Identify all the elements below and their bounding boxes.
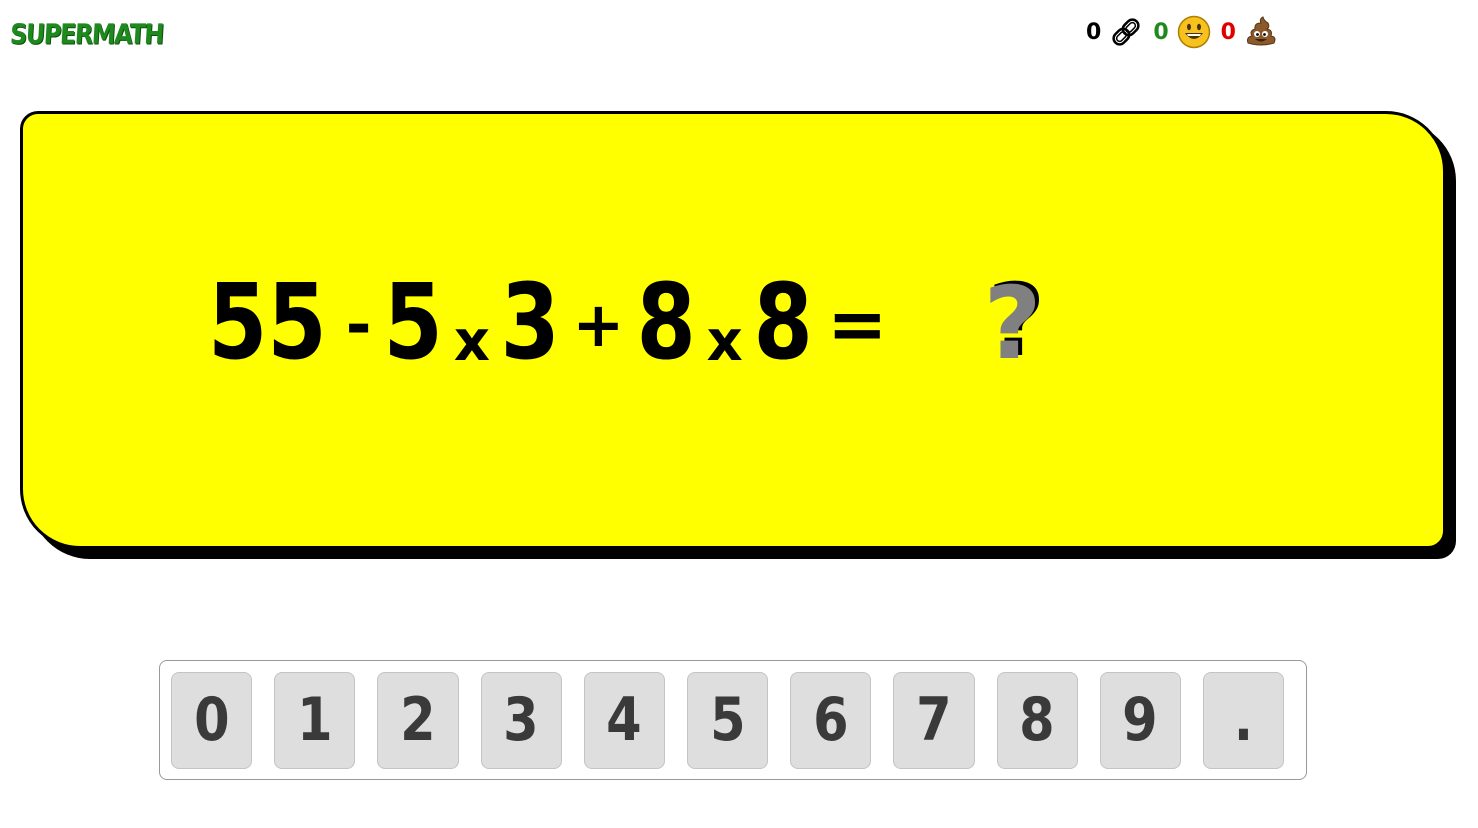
- equals-sign: =: [827, 282, 888, 366]
- multiply-operator: x: [706, 309, 743, 374]
- plus-operator: +: [572, 288, 625, 361]
- minus-operator: -: [345, 288, 372, 361]
- key-3[interactable]: 3: [481, 672, 562, 769]
- multiply-operator: x: [453, 309, 490, 374]
- operand-4: 8: [636, 261, 697, 383]
- wrong-count: 0: [1220, 19, 1236, 45]
- operand-2: 5: [383, 261, 444, 383]
- key-decimal[interactable]: .: [1203, 672, 1284, 769]
- key-2[interactable]: 2: [377, 672, 458, 769]
- app-logo: SUPERMATH: [9, 18, 164, 51]
- streak-count: 0: [1086, 19, 1102, 45]
- correct-count: 0: [1153, 19, 1169, 45]
- poop-icon: [1244, 15, 1278, 49]
- key-4[interactable]: 4: [584, 672, 665, 769]
- key-7[interactable]: 7: [893, 672, 974, 769]
- equation: [201, 261, 1042, 383]
- operand-1: 55: [208, 261, 327, 383]
- key-9[interactable]: 9: [1100, 672, 1181, 769]
- scoreboard: [1086, 14, 1288, 50]
- operand-5: 8: [753, 261, 813, 383]
- key-1[interactable]: 1: [274, 672, 355, 769]
- number-keypad: [159, 660, 1307, 780]
- key-6[interactable]: 6: [790, 672, 871, 769]
- key-8[interactable]: 8: [997, 672, 1078, 769]
- link-chain-icon: [1109, 15, 1143, 49]
- smiley-face-icon: [1177, 15, 1211, 49]
- key-0[interactable]: 0: [171, 672, 252, 769]
- operand-3: 3: [500, 261, 560, 383]
- question-card: [20, 111, 1446, 549]
- key-5[interactable]: 5: [687, 672, 768, 769]
- answer-placeholder: ?: [983, 265, 1042, 382]
